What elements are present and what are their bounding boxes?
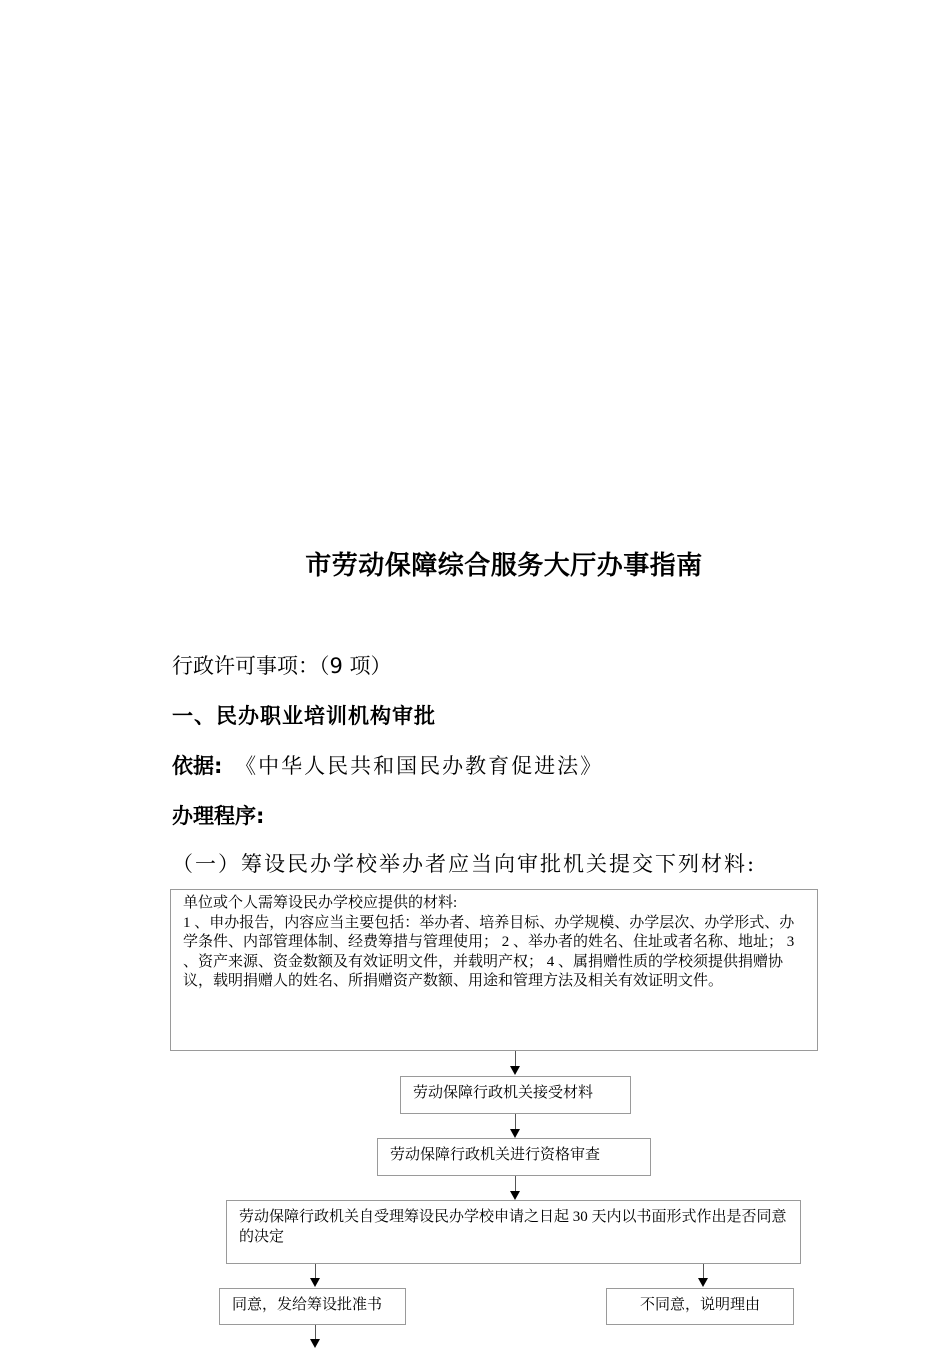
step-decision-box: [226, 1200, 801, 1264]
basis-value: 《中华人民共和国民办教育促进法》: [235, 754, 604, 778]
connector-line: [515, 1114, 516, 1129]
connector-line: [515, 1051, 516, 1066]
materials-box: [170, 889, 818, 1051]
arrow-down-icon: [510, 1129, 520, 1138]
arrow-down-icon: [510, 1191, 520, 1200]
procedure-label: 办理程序:: [172, 804, 265, 828]
materials-body: 1 、申办报告，内容应当主要包括：举办者、培养目标、办学规模、办学层次、办学形式、办学条件、内部管理体制、经费筹措与管理使用； 2 、举办者的姓名、住址或者名称、地址； 3 、资产来源、资金数额及有效证明文件，并载明产权； 4 、属捐赠性质的学校须提供捐赠协议，载明捐赠人的姓名、所捐赠资产数额、用途和管理方法及相关有效证明文件。: [183, 914, 795, 989]
page-title: 市劳动保障综合服务大厅办事指南: [305, 551, 703, 581]
step-review-box: [377, 1138, 651, 1176]
arrow-down-icon: [510, 1066, 520, 1075]
result-disagree-box: [606, 1288, 794, 1325]
result-agree-label: 同意，发给筹设批准书: [232, 1297, 383, 1313]
arrow-down-icon: [698, 1278, 708, 1287]
connector-line: [315, 1264, 316, 1278]
result-disagree-label: 不同意，说明理由: [639, 1297, 760, 1313]
step-receive-label: 劳动保障行政机关接受材料: [413, 1085, 594, 1101]
arrow-down-icon: [310, 1278, 320, 1287]
admin-items-count: 行政许可事项：（9 项）: [172, 654, 392, 678]
step-one-heading: （一）筹设民办学校举办者应当向审批机关提交下列材料:: [172, 852, 757, 876]
basis-line: [172, 750, 603, 780]
connector-line: [515, 1176, 516, 1191]
connector-line: [703, 1264, 704, 1278]
result-agree-box: [219, 1288, 406, 1325]
step-receive-box: [400, 1076, 631, 1114]
step-review-label: 劳动保障行政机关进行资格审查: [390, 1147, 601, 1163]
section-heading-one: 一、民办职业培训机构审批: [172, 703, 436, 728]
materials-heading: 单位或个人需筹设民办学校应提供的材料:: [183, 895, 458, 911]
basis-label: 依据:: [172, 754, 223, 778]
step-decision-label: 劳动保障行政机关自受理筹设民办学校申请之日起 30 天内以书面形式作出是否同意的决定: [239, 1209, 787, 1245]
